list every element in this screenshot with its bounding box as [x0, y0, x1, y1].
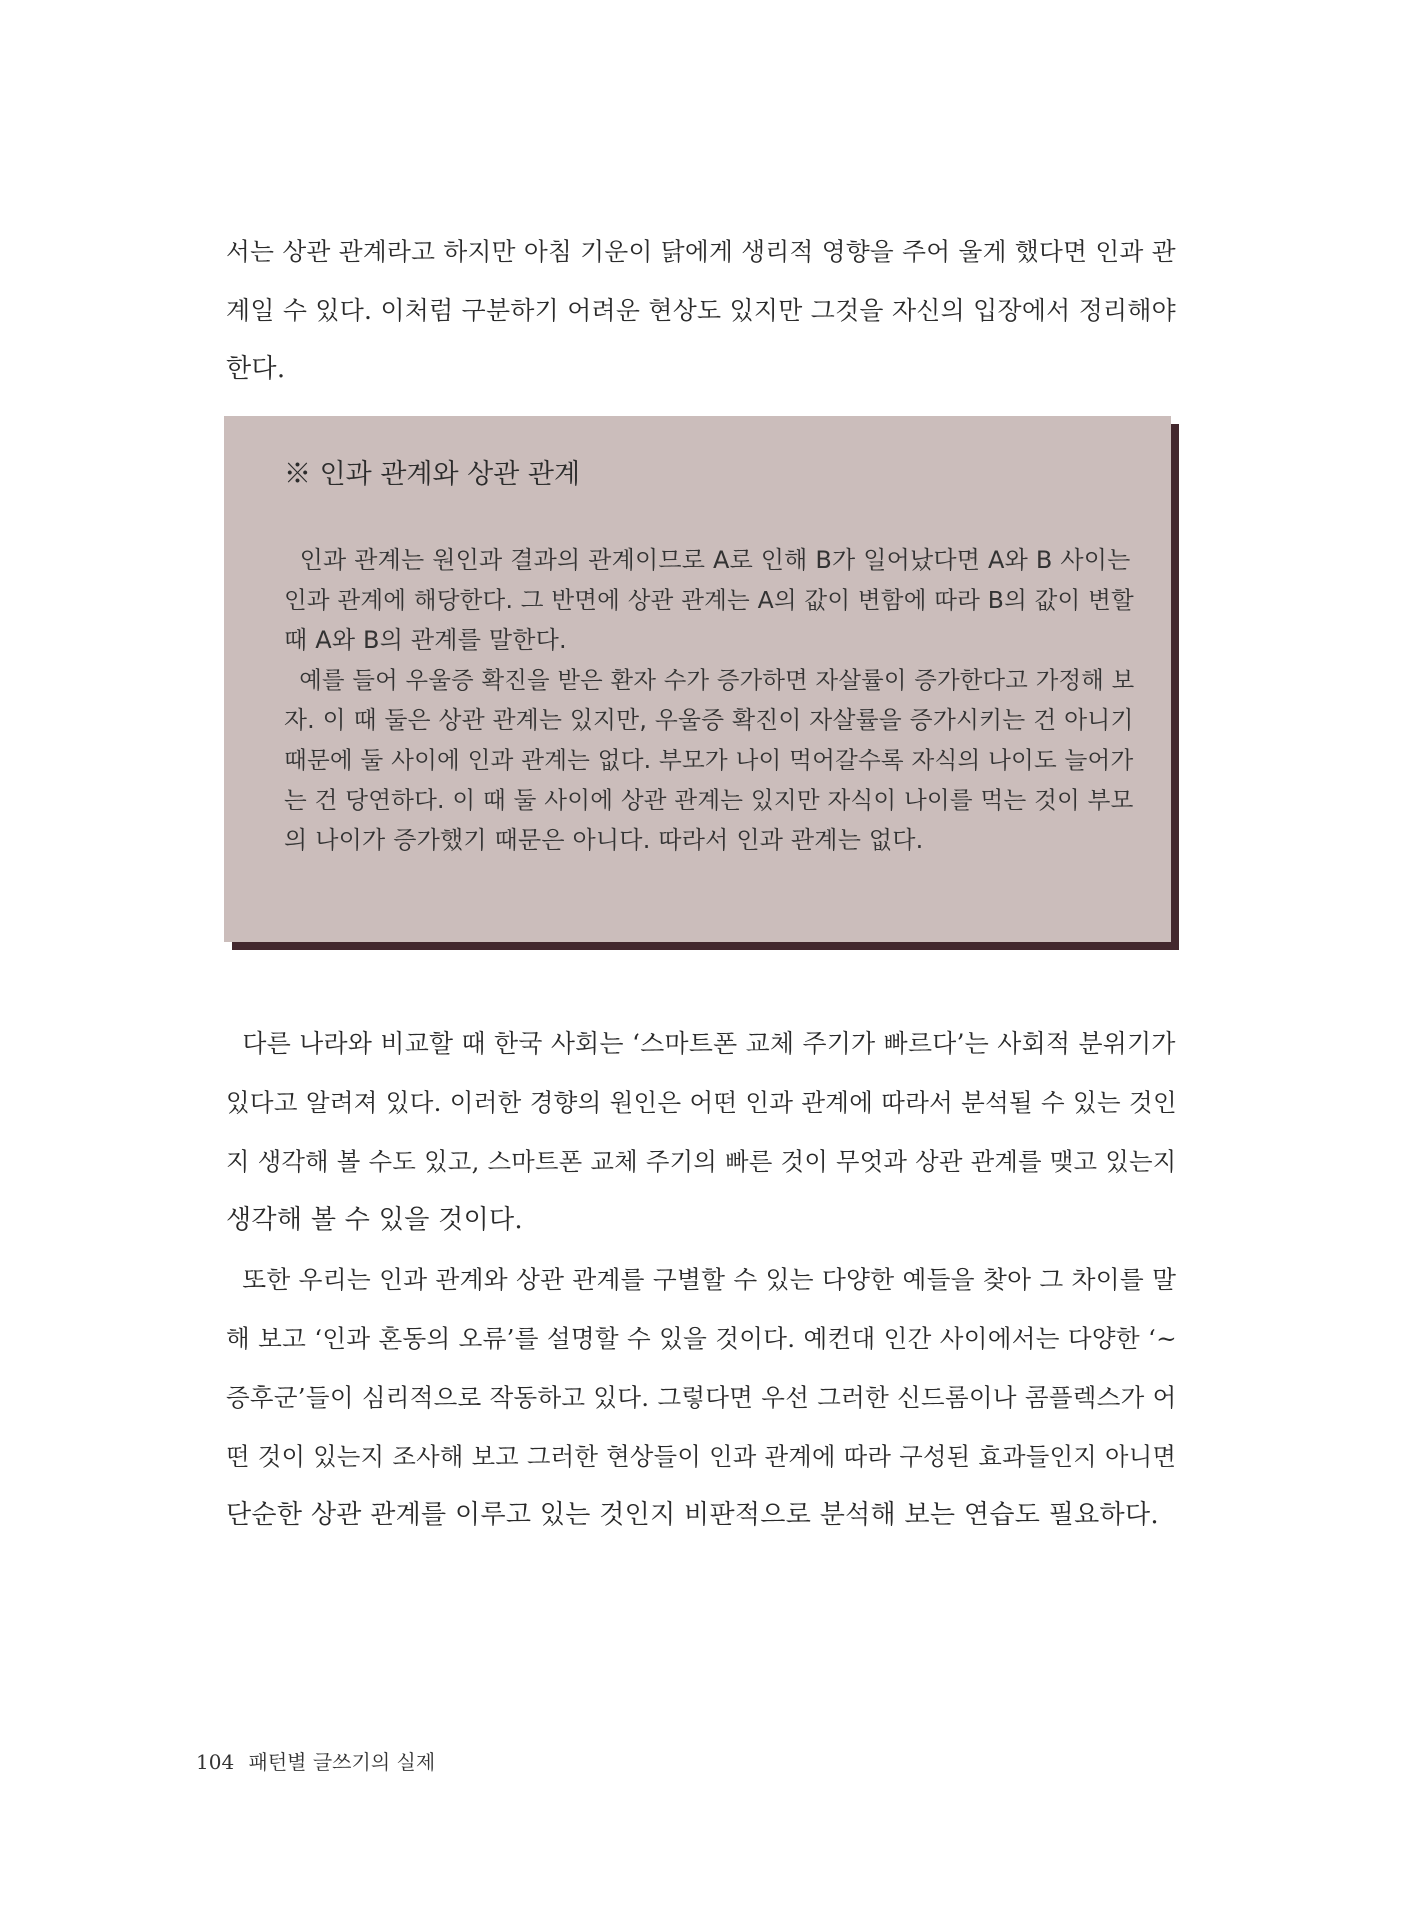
- text-line: 때문에 둘 사이에 인과 관계는 없다. 부모가 나이 먹어갈수록 자식의 나이도 늘어가: [284, 746, 1134, 774]
- text-line: 다른 나라와 비교할 때 한국 사회는 ‘스마트폰 교체 주기가 빠르다’는 사회적 분위기가: [226, 1029, 1176, 1058]
- text-line: 단순한 상관 관계를 이루고 있는 것인지 비판적으로 분석해 보는 연습도 필요하다.: [226, 1500, 1159, 1530]
- text-line: 예를 들어 우울증 확진을 받은 환자 수가 증가하면 자살률이 증가한다고 가정해 보: [284, 666, 1135, 694]
- intro-paragraph: [226, 222, 1176, 399]
- text-line: 의 나이가 증가했기 때문은 아니다. 따라서 인과 관계는 없다.: [284, 826, 924, 854]
- text-line: 있다고 알려져 있다. 이러한 경향의 원인은 어떤 인과 관계에 따라서 분석될 수 있는 것인: [226, 1088, 1177, 1117]
- page-number: 104: [196, 1750, 235, 1774]
- text-line: 한다.: [226, 354, 286, 384]
- text-line: 는 건 당연하다. 이 때 둘 사이에 상관 관계는 있지만 자식이 나이를 먹는 것이 부모: [284, 786, 1134, 814]
- callout-body: [284, 540, 1134, 860]
- page-footer: [196, 1746, 435, 1775]
- text-line: 계일 수 있다. 이처럼 구분하기 어려운 현상도 있지만 그것을 자신의 입장에서 정리해야: [226, 296, 1177, 325]
- text-line: 지 생각해 볼 수도 있고, 스마트폰 교체 주기의 빠른 것이 무엇과 상관 관계를 맺고 있는지: [226, 1147, 1177, 1176]
- callout-title: ※ 인과 관계와 상관 관계: [284, 459, 581, 490]
- text-line: 해 보고 ‘인과 혼동의 오류’를 설명할 수 있을 것이다. 예컨대 인간 사이에서는 다양한 ‘~: [226, 1324, 1178, 1353]
- callout-box: [224, 416, 1171, 942]
- text-line: 증후군’들이 심리적으로 작동하고 있다. 그렇다면 우선 그러한 신드롬이나 콤플렉스가 어: [226, 1383, 1177, 1412]
- text-line: 생각해 볼 수 있을 것이다.: [226, 1205, 523, 1235]
- text-line: 인과 관계는 원인과 결과의 관계이므로 A로 인해 B가 일어났다면 A와 B 사이는: [284, 546, 1131, 574]
- text-line: 또한 우리는 인과 관계와 상관 관계를 구별할 수 있는 다양한 예들을 찾아 그 차이를 말: [226, 1265, 1177, 1294]
- running-title: 패턴별 글쓰기의 실제: [248, 1750, 436, 1774]
- text-line: 서는 상관 관계라고 하지만 아침 기운이 닭에게 생리적 영향을 주어 울게 했다면 인과 관: [226, 237, 1176, 266]
- text-line: 떤 것이 있는지 조사해 보고 그러한 현상들이 인과 관계에 따라 구성된 효과들인지 아니면: [226, 1442, 1177, 1471]
- text-line: 때 A와 B의 관계를 말한다.: [284, 626, 567, 654]
- main-paragraphs: [226, 1014, 1176, 1545]
- text-line: 인과 관계에 해당한다. 그 반면에 상관 관계는 A의 값이 변함에 따라 B의 값이 변할: [284, 586, 1134, 614]
- text-line: 자. 이 때 둘은 상관 관계는 있지만, 우울증 확진이 자살률을 증가시키는 건 아니기: [284, 706, 1134, 734]
